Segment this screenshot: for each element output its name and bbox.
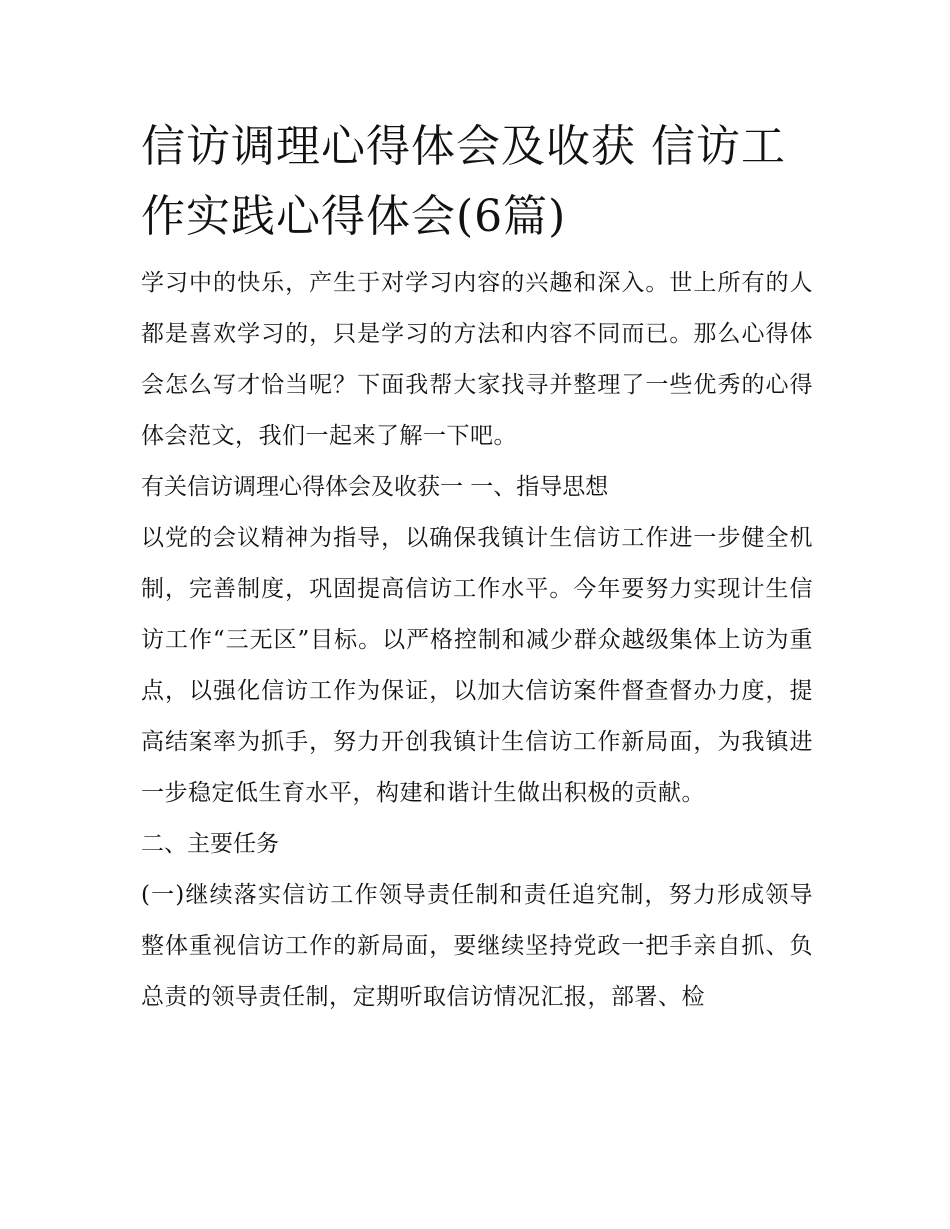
section2-heading: 二、主要任务 xyxy=(141,831,279,857)
section2-paragraph: (一)继续落实信访工作领导责任制和责任追究制，努力形成领导整体重视信访工作的新局面，要继续坚持党政一把手亲自抓、负总责的领导责任制，定期听取信访情况汇报，部署、检 xyxy=(141,882,813,1010)
section1-heading: 有关信访调理心得体会及收获一 一、指导思想 xyxy=(141,474,609,500)
document-title: 信访调理心得体会及收获 信访工作实践心得体会(6篇) xyxy=(141,121,786,242)
intro-paragraph: 学习中的快乐，产生于对学习内容的兴趣和深入。世上所有的人都是喜欢学习的，只是学习的方法和内容不同而已。那么心得体会怎么写才恰当呢？下面我帮大家找寻并整理了一些优秀的心得体会范文，我们一起来了解一下吧。 xyxy=(141,270,813,449)
document-page xyxy=(141,112,813,1023)
section1-paragraph: 以党的会议精神为指导，以确保我镇计生信访工作进一步健全机制，完善制度，巩固提高信访工作水平。今年要努力实现计生信访工作“三无区”目标。以严格控制和减少群众越级集体上访为重点，以强化信访工作为保证，以加大信访案件督查督办力度，提高结案率为抓手，努力开创我镇计生信访工作新局面，为我镇进一步稳定低生育水平，构建和谐计生做出积极的贡献。 xyxy=(141,525,813,806)
